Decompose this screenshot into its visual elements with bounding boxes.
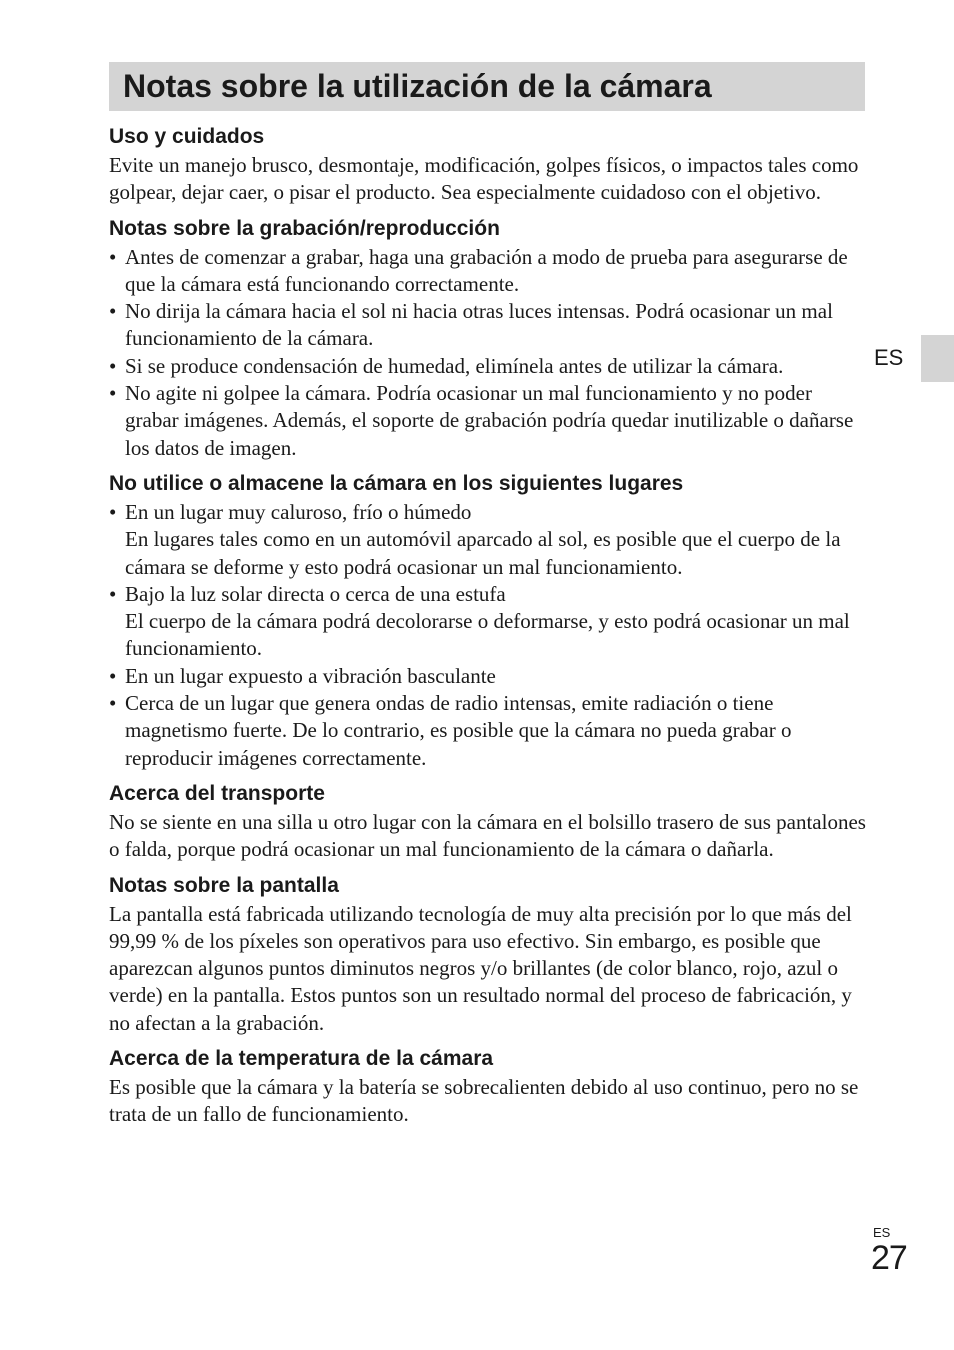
bullet-icon: • bbox=[109, 381, 117, 406]
item-title: Bajo la luz solar directa o cerca de una estufa bbox=[125, 581, 506, 606]
section-paragraph: Evite un manejo brusco, desmontaje, modificación, golpes físicos, o impactos tales como golpear, dejar caer, o pisar el producto. Sea especialmente cuidadoso con el objetivo. bbox=[109, 153, 859, 205]
list-item bbox=[109, 244, 869, 299]
bullet-icon: • bbox=[109, 499, 117, 524]
bullet-icon: • bbox=[109, 353, 117, 378]
list-item bbox=[109, 353, 869, 380]
list-item bbox=[109, 663, 869, 690]
item-title: En un lugar muy caluroso, frío o húmedo bbox=[125, 499, 472, 524]
bullet-icon: • bbox=[109, 691, 117, 716]
section-heading: Acerca de la temperatura de la cámara bbox=[109, 1047, 494, 1071]
section-paragraph: La pantalla está fabricada utilizando tecnología de muy alta precisión por lo que más del 99,99 % de los píxeles son operativos para uso efectivo. Sin embargo, es posible que aparezcan algunos puntos diminutos negros y/o brillantes (de color blanco, rojo, azul o verde) en la pantalla. Estos puntos son un resultado normal del proceso de fabricación, y no afectan a la grabación. bbox=[109, 901, 852, 1035]
bullet-icon: • bbox=[109, 299, 117, 324]
section-heading: Acerca del transporte bbox=[109, 781, 325, 805]
list-item bbox=[109, 581, 869, 663]
item-text: Antes de comenzar a grabar, haga una grabación a modo de prueba para asegurarse de que la cámara está funcionando correctamente. bbox=[125, 244, 848, 296]
item-detail: El cuerpo de la cámara podrá decolorarse o deformarse, y esto podrá ocasionar un mal funcionamiento. bbox=[125, 609, 850, 661]
section-heading: Uso y cuidados bbox=[109, 125, 265, 148]
item-text: No agite ni golpee la cámara. Podría ocasionar un mal funcionamiento y no poder grabar imágenes. Además, el soporte de grabación podría quedar inutilizable o dañarse los datos de imagen. bbox=[125, 381, 854, 460]
bullet-icon: • bbox=[109, 244, 117, 269]
section-temperatura bbox=[109, 1044, 869, 1129]
footer-language: ES bbox=[873, 1225, 891, 1240]
section-heading: Notas sobre la grabación/reproducción bbox=[109, 216, 500, 240]
section-heading: Notas sobre la pantalla bbox=[109, 873, 339, 897]
section-transporte bbox=[109, 779, 869, 864]
bullet-icon: • bbox=[109, 581, 117, 606]
section-grabacion-reproduccion bbox=[109, 214, 869, 462]
section-pantalla bbox=[109, 871, 869, 1037]
list-item bbox=[109, 298, 869, 353]
bullet-icon: • bbox=[109, 663, 117, 688]
language-label: ES bbox=[874, 345, 904, 370]
section-heading: No utilice o almacene la cámara en los siguientes lugares bbox=[109, 471, 684, 495]
list-item bbox=[109, 690, 869, 772]
language-tab bbox=[921, 335, 954, 382]
list-item bbox=[109, 499, 869, 581]
section-lugares bbox=[109, 469, 869, 772]
list-item bbox=[109, 380, 869, 462]
item-text: Si se produce condensación de humedad, elimínela antes de utilizar la cámara. bbox=[125, 353, 784, 378]
item-title: En un lugar expuesto a vibración basculante bbox=[125, 663, 496, 688]
item-title: Cerca de un lugar que genera ondas de radio intensas, emite radiación o tiene magnetismo fuerte. De lo contrario, es posible que la cámara no pueda grabar o reproducir imágenes correctamente. bbox=[125, 691, 792, 770]
section-uso-y-cuidados bbox=[109, 122, 869, 207]
section-paragraph: No se siente en una silla u otro lugar con la cámara en el bolsillo trasero de sus pantalones o falda, porque podrá ocasionar un mal funcionamiento de la cámara o dañarla. bbox=[109, 809, 866, 862]
title-bar bbox=[109, 62, 865, 111]
bullet-list bbox=[109, 244, 869, 462]
item-detail: En lugares tales como en un automóvil aparcado al sol, es posible que el cuerpo de la cámara se deforme y esto podrá ocasionar un mal funcionamiento. bbox=[125, 527, 841, 579]
section-paragraph: Es posible que la cámara y la batería se sobrecalienten debido al uso continuo, pero no se trata de un fallo de funcionamiento. bbox=[109, 1075, 859, 1127]
content bbox=[109, 122, 869, 1136]
bullet-list bbox=[109, 499, 869, 772]
item-text: No dirija la cámara hacia el sol ni hacia otras luces intensas. Podrá ocasionar un mal funcionamiento de la cámara. bbox=[125, 299, 833, 351]
page-number: 27 bbox=[871, 1239, 907, 1277]
page-title: Notas sobre la utilización de la cámara bbox=[123, 68, 712, 104]
